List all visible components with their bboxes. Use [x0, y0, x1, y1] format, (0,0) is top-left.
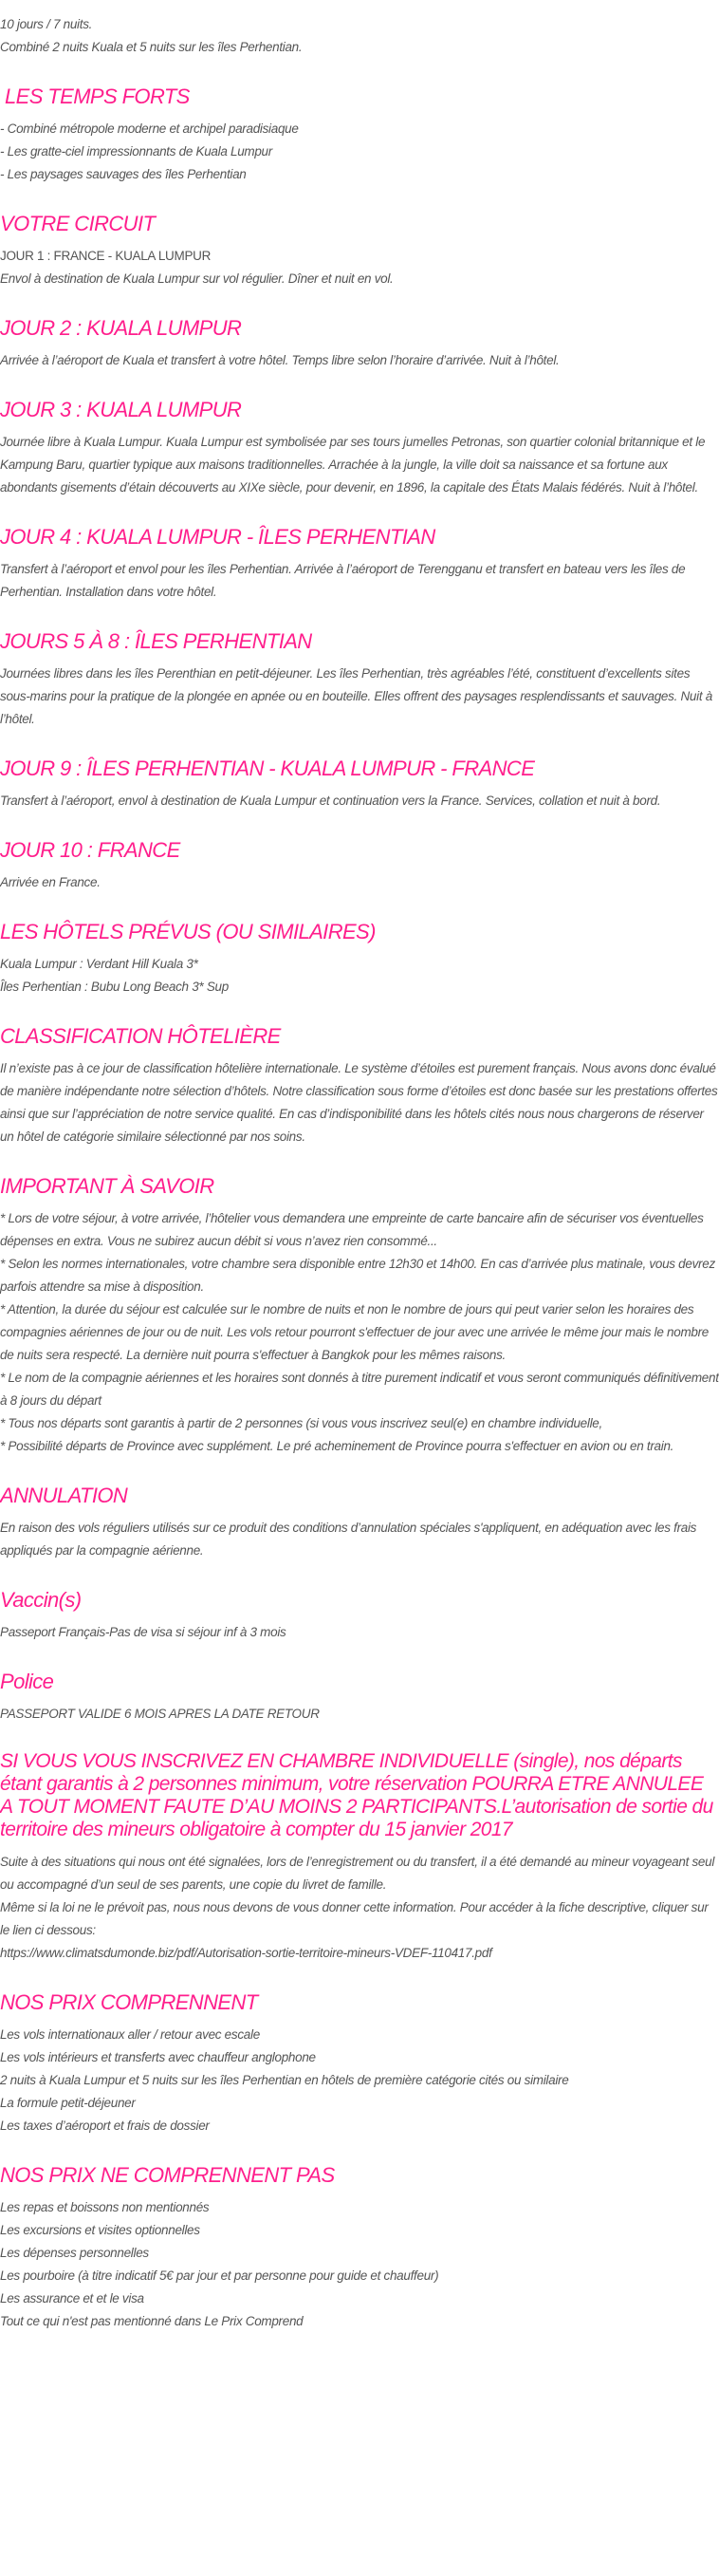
important-item: * Lors de votre séjour, à votre arrivée, l’hôtelier vous demandera une empreinte de carte bancaire afin de sécuriser vos éventuelles dépenses en extra. Vous ne subirez aucun débit si vous n’avez rien consommé...	[0, 1211, 704, 1248]
circuit-section	[0, 211, 719, 894]
cancellation-text: En raison des vols réguliers utilisés sur ce produit des conditions d’annulation spéciales s'appliquent, en adéquation avec les frais appliqués par la compagnie aérienne.	[0, 1521, 697, 1558]
circuit-title: VOTRE CIRCUIT	[0, 212, 156, 235]
included-item: Les taxes d’aéroport et frais de dossier	[0, 2119, 210, 2133]
highlight-item: - Les paysages sauvages des îles Perhentian	[0, 167, 247, 181]
police-title: Police	[0, 1670, 54, 1693]
cancellation-title: ANNULATION	[0, 1484, 128, 1507]
not-included-item: Les assurance et et le visa	[0, 2291, 144, 2305]
day-text: Arrivée en France.	[0, 875, 101, 889]
important-item: * Le nom de la compagnie aériennes et les horaires sont donnés à titre purement indicatif et vous seront communiqués définitivement à 8 jours du départ	[0, 1371, 719, 1408]
important-item: * Possibilité départs de Province avec supplément. Le pré acheminement de Province pourra s'effectuer en avion ou en train.	[0, 1439, 674, 1453]
hotels-title: LES HÔTELS PRÉVUS (OU SIMILAIRES)	[0, 920, 376, 943]
day-title: JOUR 9 : ÎLES PERHENTIAN - KUALA LUMPUR - FRANCE	[0, 756, 535, 780]
not-included-item: Les dépenses personnelles	[0, 2246, 149, 2260]
classification-text: Il n’existe pas à ce jour de classification hôtelière internationale. Le système d’étoiles est purement français. Nous avons donc évalué de manière indépendante notre sélection d’hôtels. Notre classification sous forme d’étoiles est donc basée sur les prestations offertes ainsi que sur l’appréciation de notre service qualité. En cas d’indisponibilité dans les hôtels cités nous nous chargerons de réserver un hôtel de catégorie similaire sélectionné par nos soins.	[0, 1061, 718, 1144]
not-included-item: Les pourboire (à titre indicatif 5€ par jour et par personne pour guide et chauffeur)	[0, 2268, 439, 2283]
trip-summary: Combiné 2 nuits Kuala et 5 nuits sur les îles Perhentian.	[0, 40, 303, 54]
classification-title: CLASSIFICATION HÔTELIÈRE	[0, 1024, 281, 1048]
minors-authorization-link[interactable]: https://www.climatsdumonde.biz/pdf/Autorisation-sortie-territoire-mineurs-VDEF-110417.pdf	[0, 1946, 492, 1960]
day-title: JOUR 10 : FRANCE	[0, 838, 180, 862]
important-item: * Tous nos départs sont garantis à partir de 2 personnes (si vous vous inscrivez seul(e) en chambre individuelle,	[0, 1416, 602, 1430]
not-included-item: Tout ce qui n'est pas mentionné dans Le Prix Comprend	[0, 2314, 304, 2328]
intro-section	[0, 13, 719, 59]
included-item: Les vols intérieurs et transferts avec chauffeur anglophone	[0, 2050, 316, 2064]
not-included-title: NOS PRIX NE COMPRENNENT PAS	[0, 2163, 335, 2187]
day-1-label: JOUR 1 : FRANCE - KUALA LUMPUR	[0, 249, 212, 263]
important-item: * Selon les normes internationales, votre chambre sera disponible entre 12h30 et 14h00. En cas d’arrivée plus matinale, vous devrez parfois attendre sa mise à disposition.	[0, 1257, 715, 1294]
day-text: Journée libre à Kuala Lumpur. Kuala Lumpur est symbolisée par ses tours jumelles Petronas, son quartier colonial britannique et le Kampung Baru, quartier typique aux maisons traditionnelles. Arrachée à la jungle, la ville doit sa naissance et sa fortune aux abondants gisements d’étain découverts au XIXe siècle, pour devenir, en 1896, la capitale des États Malais fédérés. Nuit à l’hôtel.	[0, 435, 706, 495]
vaccines-title: Vaccin(s)	[0, 1588, 82, 1612]
not-included-item: Les excursions et visites optionnelles	[0, 2223, 200, 2237]
included-item: Les vols internationaux aller / retour avec escale	[0, 2027, 260, 2042]
cancellation-section	[0, 1483, 719, 1562]
day-text: Arrivée à l’aéroport de Kuala et transfert à votre hôtel. Temps libre selon l’horaire d’arrivée. Nuit à l’hôtel.	[0, 353, 560, 367]
included-item: 2 nuits à Kuala Lumpur et 5 nuits sur les îles Perhentian en hôtels de première catégorie cités ou similaire	[0, 2073, 569, 2087]
minors-info-text: Même si la loi ne le prévoit pas, nous nous devons de vous donner cette information. Pour accéder à la fiche descriptive, cliquer sur le lien ci dessous:	[0, 1900, 709, 1937]
included-title: NOS PRIX COMPRENNENT	[0, 1990, 258, 2014]
highlights-title: LES TEMPS FORTS	[5, 84, 190, 108]
not-included-list	[0, 2196, 719, 2333]
highlights-section	[0, 84, 719, 186]
highlight-item: - Les gratte-ciel impressionnants de Kuala Lumpur	[0, 144, 272, 159]
included-section	[0, 1989, 719, 2137]
day-text: Transfert à l’aéroport et envol pour les îles Perhentian. Arrivée à l’aéroport de Terengganu et transfert en bateau vers les îles de Perhentian. Installation dans votre hôtel.	[0, 562, 686, 599]
day-text: Transfert à l’aéroport, envol à destination de Kuala Lumpur et continuation vers la France. Services, collation et nuit à bord.	[0, 793, 661, 808]
trip-duration: 10 jours / 7 nuits.	[0, 17, 93, 31]
important-section	[0, 1173, 719, 1458]
day-title: JOURS 5 À 8 : ÎLES PERHENTIAN	[0, 629, 312, 653]
single-room-warning-section	[0, 1750, 719, 1965]
important-item: * Attention, la durée du séjour est calculée sur le nombre de nuits et non le nombre de jours qui peut varier selon les horaires des compagnies aériennes de jour ou de nuit. Les vols retour pourront s'effectuer de jour avec une arrivée le même jour mais le nombre de nuits sera respecté. La dernière nuit pourra s'effectuer à Bangkok pour les mêmes raisons.	[0, 1302, 710, 1362]
day-title: JOUR 2 : KUALA LUMPUR	[0, 316, 242, 340]
minors-authorization-link-wrapper	[0, 1942, 719, 1965]
not-included-item: Les repas et boissons non mentionnés	[0, 2200, 210, 2214]
hotel-item: Îles Perhentian : Bubu Long Beach 3* Sup	[0, 980, 229, 994]
police-text: PASSEPORT VALIDE 6 MOIS APRES LA DATE RETOUR	[0, 1707, 320, 1721]
day-1-text: Envol à destination de Kuala Lumpur sur vol régulier. Dîner et nuit en vol.	[0, 271, 394, 286]
minors-info-text: Suite à des situations qui nous ont été signalées, lors de l’enregistrement ou du transfert, il a été demandé au mineur voyageant seul ou accompagné d’un seul de ses parents, une copie du livret de famille.	[0, 1855, 715, 1892]
hotel-item: Kuala Lumpur : Verdant Hill Kuala 3*	[0, 957, 198, 971]
not-included-section	[0, 2162, 719, 2333]
classification-section	[0, 1023, 719, 1148]
day-text: Journées libres dans les îles Perenthian en petit-déjeuner. Les îles Perhentian, très agréables l’été, constituent d’excellents sites sous-marins pour la pratique de la plongée en apnée ou en bouteille. Elles offrent des paysages resplendissants et sauvages. Nuit à l’hôtel.	[0, 666, 712, 726]
highlight-item: - Combiné métropole moderne et archipel paradisiaque	[0, 121, 299, 136]
vaccines-text: Passeport Français-Pas de visa si séjour inf à 3 mois	[0, 1625, 286, 1639]
included-item: La formule petit-déjeuner	[0, 2096, 136, 2110]
police-section	[0, 1669, 719, 1726]
hotels-section	[0, 919, 719, 999]
important-title: IMPORTANT À SAVOIR	[0, 1174, 214, 1198]
day-title: JOUR 4 : KUALA LUMPUR - ÎLES PERHENTIAN	[0, 525, 435, 549]
included-list	[0, 2024, 719, 2137]
day-title: JOUR 3 : KUALA LUMPUR	[0, 398, 242, 421]
vaccines-section	[0, 1587, 719, 1644]
single-room-warning-title: SI VOUS VOUS INSCRIVEZ EN CHAMBRE INDIVIDUELLE (single), nos départs étant garantis à 2 personnes minimum, votre réservation POURRA ETRE ANNULEE A TOUT MOMENT FAUTE D’AU MOINS 2 PARTICIPANTS.L’autorisation de sortie du territoire des mineurs obligatoire à compter du 15 janvier 2017	[0, 1750, 713, 1840]
